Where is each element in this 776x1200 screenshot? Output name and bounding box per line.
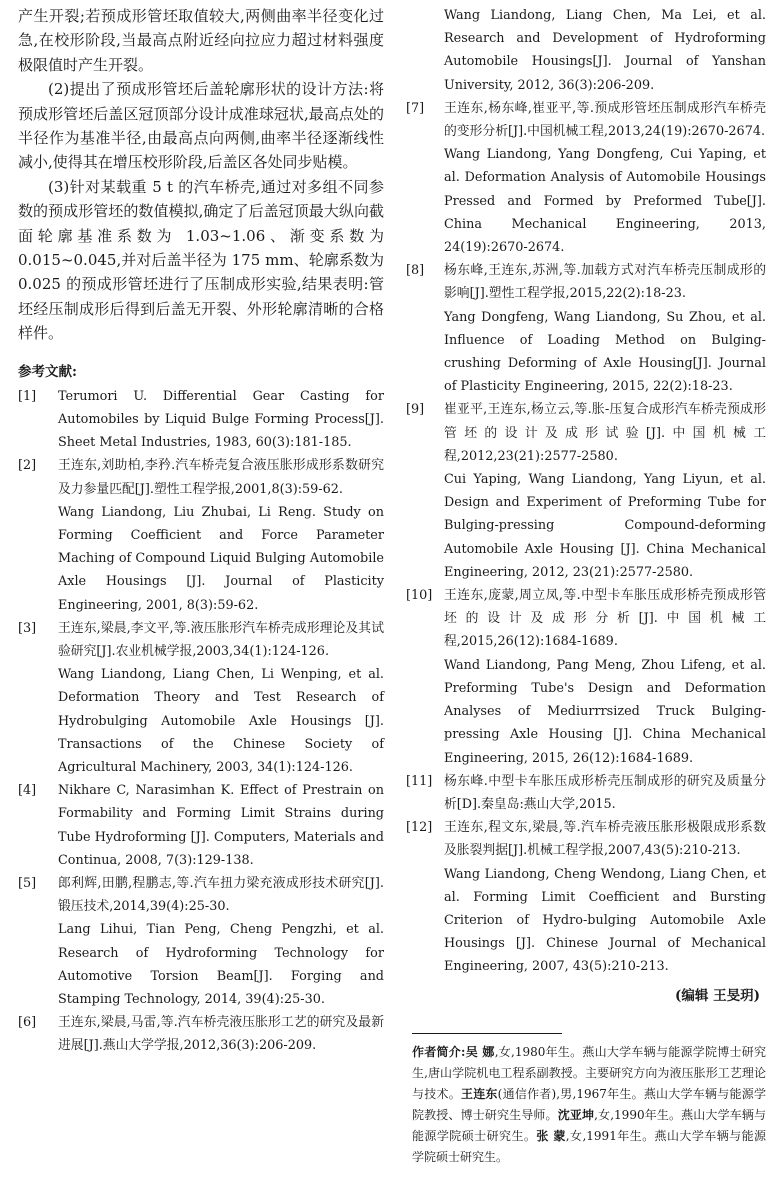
reference-number: [3]: [18, 620, 37, 636]
editor-credit: (编辑 王旻玥): [675, 987, 760, 1004]
bio-author-1: 吴 娜: [465, 1044, 495, 1059]
reference-text: 王连东,刘助柏,李矜.汽车桥壳复合液压胀形成形系数研究及力参量匹配[J].塑性工程学报,2001,8(3):59-62.: [58, 458, 384, 497]
reference-item: [406, 4, 766, 97]
reference-item: [18, 617, 384, 779]
reference-item: [18, 872, 384, 1011]
reference-text: 崔亚平,王连东,杨立云,等.胀-压复合成形汽车桥壳预成形管坯的设计及成形试验[J].中国机械工程,2012,23(21):2577-2580.: [444, 402, 766, 464]
reference-text: 王连东,程文东,梁晨,等.汽车桥壳液压胀形极限成形系数及胀裂判据[J].机械工程学报,2007,43(5):210-213.: [444, 820, 766, 859]
bio-author-3-text: ,女,1990年生。燕山大学车辆与能源学院硕士研究生。: [412, 1107, 766, 1143]
reference-item: [18, 454, 384, 616]
reference-text: 王连东,梁晨,马雷,等.汽车桥壳液压胀形工艺的研究及最新进展[J].燕山大学学报,2012,36(3):206-209.: [58, 1015, 384, 1054]
bio-author-2: 王连东: [460, 1086, 498, 1101]
reference-text-translation: Wang Liandong, Yang Dongfeng, Cui Yaping, et al. Deformation Analysis of Automobile Housings Pressed and Formed by Preformed Tube[J]. China Mechanical Engineering, 2013, 24(19):2670-2674.: [444, 147, 766, 256]
reference-item: [406, 816, 766, 978]
right-column: [406, 4, 766, 1168]
bio-author-3: 沈亚坤: [557, 1107, 595, 1122]
reference-text-translation: Wang Liandong, Liu Zhubai, Li Reng. Study on Forming Coefficient and Force Parameter Maching of Compound Liquid Bulging Automobile Axle Housings [J]. Journal of Plasticity Engineering, 2001, 8(3):59-62.: [58, 504, 384, 613]
reference-number: [10]: [406, 588, 433, 604]
reference-text: Nikhare C, Narasimhan K. Effect of Prestrain on Formability and Forming Limit Strains during Tube Hydroforming [J]. Computers, Materials and Continua, 2008, 7(3):129-138.: [58, 783, 384, 868]
reference-number: [4]: [18, 783, 37, 799]
reference-text: 王连东,庞蒙,周立凤,等.中型卡车胀压成形桥壳预成形管坯的设计及成形分析[J].中国机械工程,2015,26(12):1684-1689.: [444, 588, 766, 650]
conclusion-paragraph-1: 产生开裂;若预成形管坯取值较大,两侧曲率半径变化过急,在校形阶段,当最高点附近经向拉应力超过材料强度极限值时产生开裂。: [18, 7, 384, 74]
reference-item: [18, 779, 384, 872]
reference-text: 杨东峰.中型卡车胀压成形桥壳压制成形的研究及质量分析[D].秦皇岛:燕山大学,2015.: [444, 773, 766, 812]
reference-text: Wang Liandong, Liang Chen, Ma Lei, et al. Research and Development of Hydroforming Automobile Housings[J]. Journal of Yanshan University, 2012, 36(3):206-209.: [444, 8, 766, 93]
reference-text: Terumori U. Differential Gear Casting for Automobiles by Liquid Bulge Forming Process[J]. Sheet Metal Industries, 1983, 60(3):181-185.: [58, 388, 384, 451]
bio-divider: [412, 1033, 562, 1034]
reference-item: [406, 770, 766, 816]
reference-item: [406, 584, 766, 770]
reference-text: 杨东峰,王连东,苏洲,等.加载方式对汽车桥壳压制成形的影响[J].塑性工程学报,2015,22(2):18-23.: [444, 263, 766, 302]
reference-text-translation: Cui Yaping, Wang Liandong, Yang Liyun, et al. Design and Experiment of Preforming Tube for Bulging-pressing Compound-deforming Automobile Axle Housing [J]. China Mechanical Engineering, 2012, 23(21):2577-2580.: [444, 472, 766, 580]
reference-number: [5]: [18, 875, 37, 891]
bio-label: 作者简介:: [412, 1044, 466, 1059]
reference-text: 郎利辉,田鹏,程鹏志,等.汽车扭力梁充液成形技术研究[J].锻压技术,2014,39(4):25-30.: [58, 875, 384, 915]
reference-text-translation: Wang Liandong, Liang Chen, Li Wenping, et al. Deformation Theory and Test Research of Hydrobulging Automobile Axle Housings [J]. Transactions of the Chinese Society of Agricultural Machinery, 2003, 34(1):124-126.: [58, 667, 384, 775]
reference-number: [8]: [406, 263, 425, 279]
references-list-left: [18, 385, 384, 1058]
bio-author-4: 张 蒙: [536, 1128, 566, 1143]
bio-author-1-text: ,女,1980年生。燕山大学车辆与能源学院博士研究生,唐山学院机电工程系副教授。主要研究方向为液压胀形工艺理论与技术。: [412, 1044, 767, 1101]
reference-number: [12]: [406, 820, 433, 836]
reference-number: [2]: [18, 458, 37, 474]
reference-number: [9]: [406, 402, 425, 418]
reference-text-translation: Yang Dongfeng, Wang Liandong, Su Zhou, et al. Influence of Loading Method on Bulging-crushing Deforming of Axle Housing[J]. Journal of Plasticity Engineering, 2015, 22(2):18-23.: [444, 309, 766, 395]
reference-text: 王连东,杨东峰,崔亚平,等.预成形管坯压制成形汽车桥壳的变形分析[J].中国机械工程,2013,24(19):2670-2674.: [444, 100, 766, 140]
reference-number: [6]: [18, 1015, 37, 1031]
reference-text-translation: Lang Lihui, Tian Peng, Cheng Pengzhi, et al. Research of Hydroforming Technology for Automotive Torsion Beam[J]. Forging and Stamping Technology, 2014, 39(4):25-30.: [58, 922, 384, 1007]
reference-text-translation: Wang Liandong, Cheng Wendong, Liang Chen, et al. Forming Limit Coefficient and Bursting Criterion of Hydro-bulging Automobile Axle Housings [J]. Chinese Journal of Mechanical Engineering, 2007, 43(5):210-213.: [444, 866, 766, 975]
reference-number: [7]: [406, 100, 425, 116]
author-bio: [412, 1042, 766, 1168]
left-column: [18, 4, 384, 1058]
conclusion-paragraph-2: (2)提出了预成形管坯后盖轮廓形状的设计方法:将预成形管坯后盖区冠顶部分设计成准球冠状,最高点处的半径作为基准半径,由最高点向两侧,曲率半径逐渐线性减小,使得其在增压校形阶段,后盖区各处同步贴模。: [18, 80, 384, 172]
reference-item: [406, 97, 766, 259]
reference-text-translation: Wand Liandong, Pang Meng, Zhou Lifeng, et al. Preforming Tube's Design and Deformation Analyses of Mediurrrsized Truck Bulging-pressing Axle Housing [J]. China Mechanical Engineering, 2015, 26(12):1684-1689.: [444, 657, 766, 766]
references-heading: 参考文献:: [18, 363, 77, 380]
reference-item: [18, 1011, 384, 1057]
reference-number: [1]: [18, 388, 37, 404]
reference-item: [406, 259, 766, 398]
references-list-right: [406, 4, 766, 979]
reference-item: [18, 385, 384, 455]
bio-author-2-text: (通信作者),男,1967年生。燕山大学车辆与能源学院教授、博士研究生导师。: [412, 1086, 766, 1122]
bio-author-4-text: ,女,1991年生。燕山大学车辆与能源学院硕士研究生。: [412, 1128, 766, 1164]
conclusion-paragraph-3: (3)针对某载重 5 t 的汽车桥壳,通过对多组不同参数的预成形管坯的数值模拟,确定了后盖冠顶最大纵向截面轮廓基准系数为 1.03~1.06、渐变系数为 0.015~0.045,并对后盖半径为 175 mm、轮廓系数为 0.025 的预成形管坯进行了压制成形实验,结果表明:管坯经压制成形后得到后盖无开裂、外形轮廓清晰的合格样件。: [18, 177, 384, 343]
reference-text: 王连东,梁晨,李文平,等.液压胀形汽车桥壳成形理论及其试验研究[J].农业机械学报,2003,34(1):124-126.: [58, 620, 384, 659]
reference-item: [406, 398, 766, 584]
reference-number: [11]: [406, 773, 433, 789]
